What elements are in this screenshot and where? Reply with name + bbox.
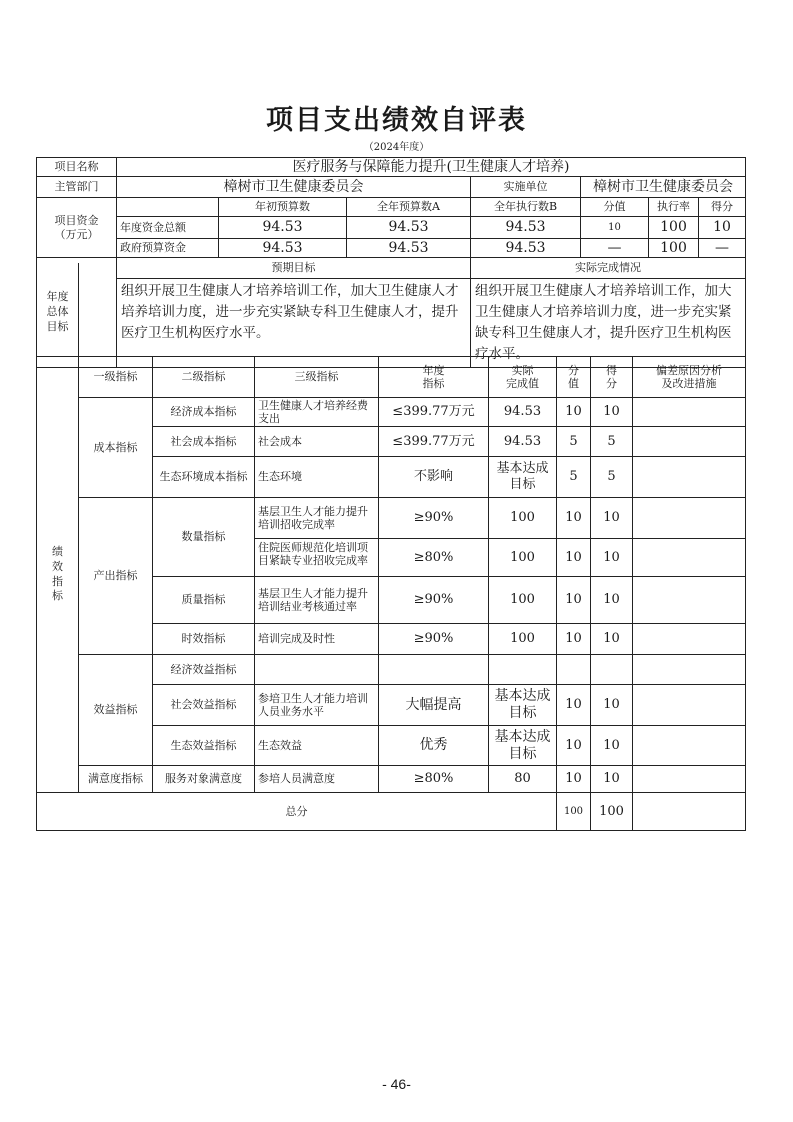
- header-level3: 三级指标: [255, 357, 379, 398]
- goals-label-cell: [37, 258, 117, 368]
- actual-cell: 94.53: [489, 427, 557, 457]
- target-cell: 大幅提高: [379, 685, 489, 726]
- note-cell: [633, 427, 746, 457]
- header-score: 得 分: [591, 357, 633, 398]
- funds-weight: —: [581, 239, 649, 258]
- table-row: [37, 766, 746, 793]
- funds-row-total: [37, 217, 746, 239]
- goals-label: 年度 总体 目标: [37, 263, 79, 362]
- group-benefit: 效益指标: [79, 655, 153, 766]
- note-cell: [633, 577, 746, 624]
- level2-cell: 时效指标: [153, 624, 255, 655]
- weight-cell: 10: [557, 577, 591, 624]
- group-satisfaction: 满意度指标: [79, 766, 153, 793]
- actual-cell: 100: [489, 539, 557, 577]
- funds-row-gov: [37, 239, 746, 258]
- level3-cell: 生态效益: [255, 726, 379, 766]
- level3-cell: 基层卫生人才能力提升培训招收完成率: [255, 498, 379, 539]
- weight-cell: 10: [557, 624, 591, 655]
- page-number: - 46-: [382, 1076, 411, 1092]
- note-cell: [633, 539, 746, 577]
- note-cell: [633, 624, 746, 655]
- funds-header-rate: 执行率: [649, 198, 699, 217]
- funds-initial: 94.53: [219, 239, 347, 258]
- actual-cell: 100: [489, 624, 557, 655]
- level2-cell: 质量指标: [153, 577, 255, 624]
- department-row: [37, 177, 746, 198]
- funds-header-executed: 全年执行数B: [471, 198, 581, 217]
- table-row: [37, 498, 746, 539]
- header-actual: 实际 完成值: [489, 357, 557, 398]
- indicators-table: [36, 356, 746, 831]
- header-weight: 分 值: [557, 357, 591, 398]
- target-cell: ≥90%: [379, 498, 489, 539]
- target-cell: 优秀: [379, 726, 489, 766]
- level3-cell: 基层卫生人才能力提升培训结业考核通过率: [255, 577, 379, 624]
- note-cell: [633, 726, 746, 766]
- level2-cell: 生态效益指标: [153, 726, 255, 766]
- actual-cell: 基本达成目标: [489, 726, 557, 766]
- funds-initial: 94.53: [219, 217, 347, 239]
- level2-cell: 服务对象满意度: [153, 766, 255, 793]
- funds-rate: 100: [649, 217, 699, 239]
- funds-label-line1: 项目资金: [54, 214, 99, 228]
- level2-cell: 社会效益指标: [153, 685, 255, 726]
- note-cell: [633, 685, 746, 726]
- weight-cell: 10: [557, 498, 591, 539]
- level2-cell: 社会成本指标: [153, 427, 255, 457]
- project-name-label: 项目名称: [37, 158, 117, 177]
- level3-cell: 参培卫生人才能力培训人员业务水平: [255, 685, 379, 726]
- funds-score: 10: [699, 217, 746, 239]
- goals-content-row: [37, 279, 746, 368]
- total-score: 100: [591, 793, 633, 831]
- basic-info-table: [36, 157, 746, 368]
- score-cell: 10: [591, 577, 633, 624]
- target-cell: ≥80%: [379, 539, 489, 577]
- score-cell: 10: [591, 539, 633, 577]
- target-cell: ≥80%: [379, 766, 489, 793]
- total-row: [37, 793, 746, 831]
- level3-cell: 社会成本: [255, 427, 379, 457]
- goals-header-row: [37, 258, 746, 279]
- weight-cell: [557, 655, 591, 685]
- table-row: [37, 398, 746, 427]
- header-level1: 一级指标: [79, 357, 153, 398]
- header-level2: 二级指标: [153, 357, 255, 398]
- indicators-header-row: [37, 357, 746, 398]
- weight-cell: 10: [557, 685, 591, 726]
- funds-executed: 94.53: [471, 217, 581, 239]
- funds-header-weight: 分值: [581, 198, 649, 217]
- group-output: 产出指标: [79, 498, 153, 655]
- actual-cell: 100: [489, 577, 557, 624]
- level3-cell: 住院医师规范化培训项目紧缺专业招收完成率: [255, 539, 379, 577]
- level3-cell: 生态环境: [255, 457, 379, 498]
- funds-annual: 94.53: [347, 239, 471, 258]
- expected-goal-header: 预期目标: [117, 258, 471, 279]
- header-target: 年度 指标: [379, 357, 489, 398]
- expected-goal-text: 组织开展卫生健康人才培养培训工作，加大卫生健康人才培养培训力度，进一步充实紧缺专科卫生健康人才，提升医疗卫生机构医疗水平。: [117, 279, 471, 368]
- actual-cell: [489, 655, 557, 685]
- note-cell: [633, 457, 746, 498]
- total-label: 总分: [37, 793, 557, 831]
- actual-cell: 94.53: [489, 398, 557, 427]
- level3-cell: 卫生健康人才培养经费支出: [255, 398, 379, 427]
- target-cell: ≥90%: [379, 624, 489, 655]
- project-name-value: 医疗服务与保障能力提升(卫生健康人才培养): [117, 158, 746, 177]
- note-cell: [633, 498, 746, 539]
- weight-cell: 5: [557, 457, 591, 498]
- actual-cell: 100: [489, 498, 557, 539]
- weight-cell: 5: [557, 427, 591, 457]
- funds-executed: 94.53: [471, 239, 581, 258]
- score-cell: [591, 655, 633, 685]
- funds-rate: 100: [649, 239, 699, 258]
- actual-goal-header: 实际完成情况: [471, 258, 746, 279]
- weight-cell: 10: [557, 726, 591, 766]
- group-cost: 成本指标: [79, 398, 153, 498]
- table-row: [37, 655, 746, 685]
- level2-cell: 生态环境成本指标: [153, 457, 255, 498]
- impl-value: 樟树市卫生健康委员会: [581, 177, 746, 198]
- score-cell: 5: [591, 427, 633, 457]
- score-cell: 10: [591, 498, 633, 539]
- funds-annual: 94.53: [347, 217, 471, 239]
- header-note: 偏差原因分析 及改进措施: [633, 357, 746, 398]
- target-cell: [379, 655, 489, 685]
- actual-cell: 基本达成目标: [489, 457, 557, 498]
- funds-label-line2: （万元）: [54, 227, 99, 241]
- dept-value: 樟树市卫生健康委员会: [117, 177, 471, 198]
- level3-cell: 参培人员满意度: [255, 766, 379, 793]
- score-cell: 10: [591, 726, 633, 766]
- funds-header-annual: 全年预算数A: [347, 198, 471, 217]
- funds-header-row: [37, 198, 746, 217]
- target-cell: ≥90%: [379, 577, 489, 624]
- score-cell: 10: [591, 624, 633, 655]
- funds-label: [37, 198, 117, 258]
- score-cell: 10: [591, 398, 633, 427]
- funds-weight: 10: [581, 217, 649, 239]
- actual-cell: 基本达成目标: [489, 685, 557, 726]
- total-note: [633, 793, 746, 831]
- fiscal-year: （2024年度）: [363, 142, 430, 153]
- funds-header-score: 得分: [699, 198, 746, 217]
- level2-cell: 数量指标: [153, 498, 255, 577]
- score-cell: 5: [591, 457, 633, 498]
- page-title: 项目支出绩效自评表: [266, 105, 527, 136]
- score-cell: 10: [591, 685, 633, 726]
- dept-label: 主管部门: [37, 177, 117, 198]
- funds-header-blank: [117, 198, 219, 217]
- level3-cell: [255, 655, 379, 685]
- target-cell: 不影响: [379, 457, 489, 498]
- funds-score: —: [699, 239, 746, 258]
- weight-cell: 10: [557, 539, 591, 577]
- weight-cell: 10: [557, 398, 591, 427]
- note-cell: [633, 766, 746, 793]
- funds-header-initial: 年初预算数: [219, 198, 347, 217]
- funds-row-label: 年度资金总额: [117, 217, 219, 239]
- actual-cell: 80: [489, 766, 557, 793]
- target-cell: ≤399.77万元: [379, 398, 489, 427]
- level3-cell: 培训完成及时性: [255, 624, 379, 655]
- score-cell: 10: [591, 766, 633, 793]
- level2-cell: 经济成本指标: [153, 398, 255, 427]
- impl-label: 实施单位: [471, 177, 581, 198]
- indicators-side-label: 绩 效 指 标: [37, 357, 79, 793]
- weight-cell: 10: [557, 766, 591, 793]
- funds-row-label: 政府预算资金: [117, 239, 219, 258]
- note-cell: [633, 655, 746, 685]
- note-cell: [633, 398, 746, 427]
- level2-cell: 经济效益指标: [153, 655, 255, 685]
- target-cell: ≤399.77万元: [379, 427, 489, 457]
- project-name-row: [37, 158, 746, 177]
- total-weight: 100: [557, 793, 591, 831]
- actual-goal-text: 组织开展卫生健康人才培养培训工作，加大卫生健康人才培养培训力度，进一步充实紧缺专科卫生健康人才，提升医疗卫生机构医疗水平。: [471, 279, 746, 368]
